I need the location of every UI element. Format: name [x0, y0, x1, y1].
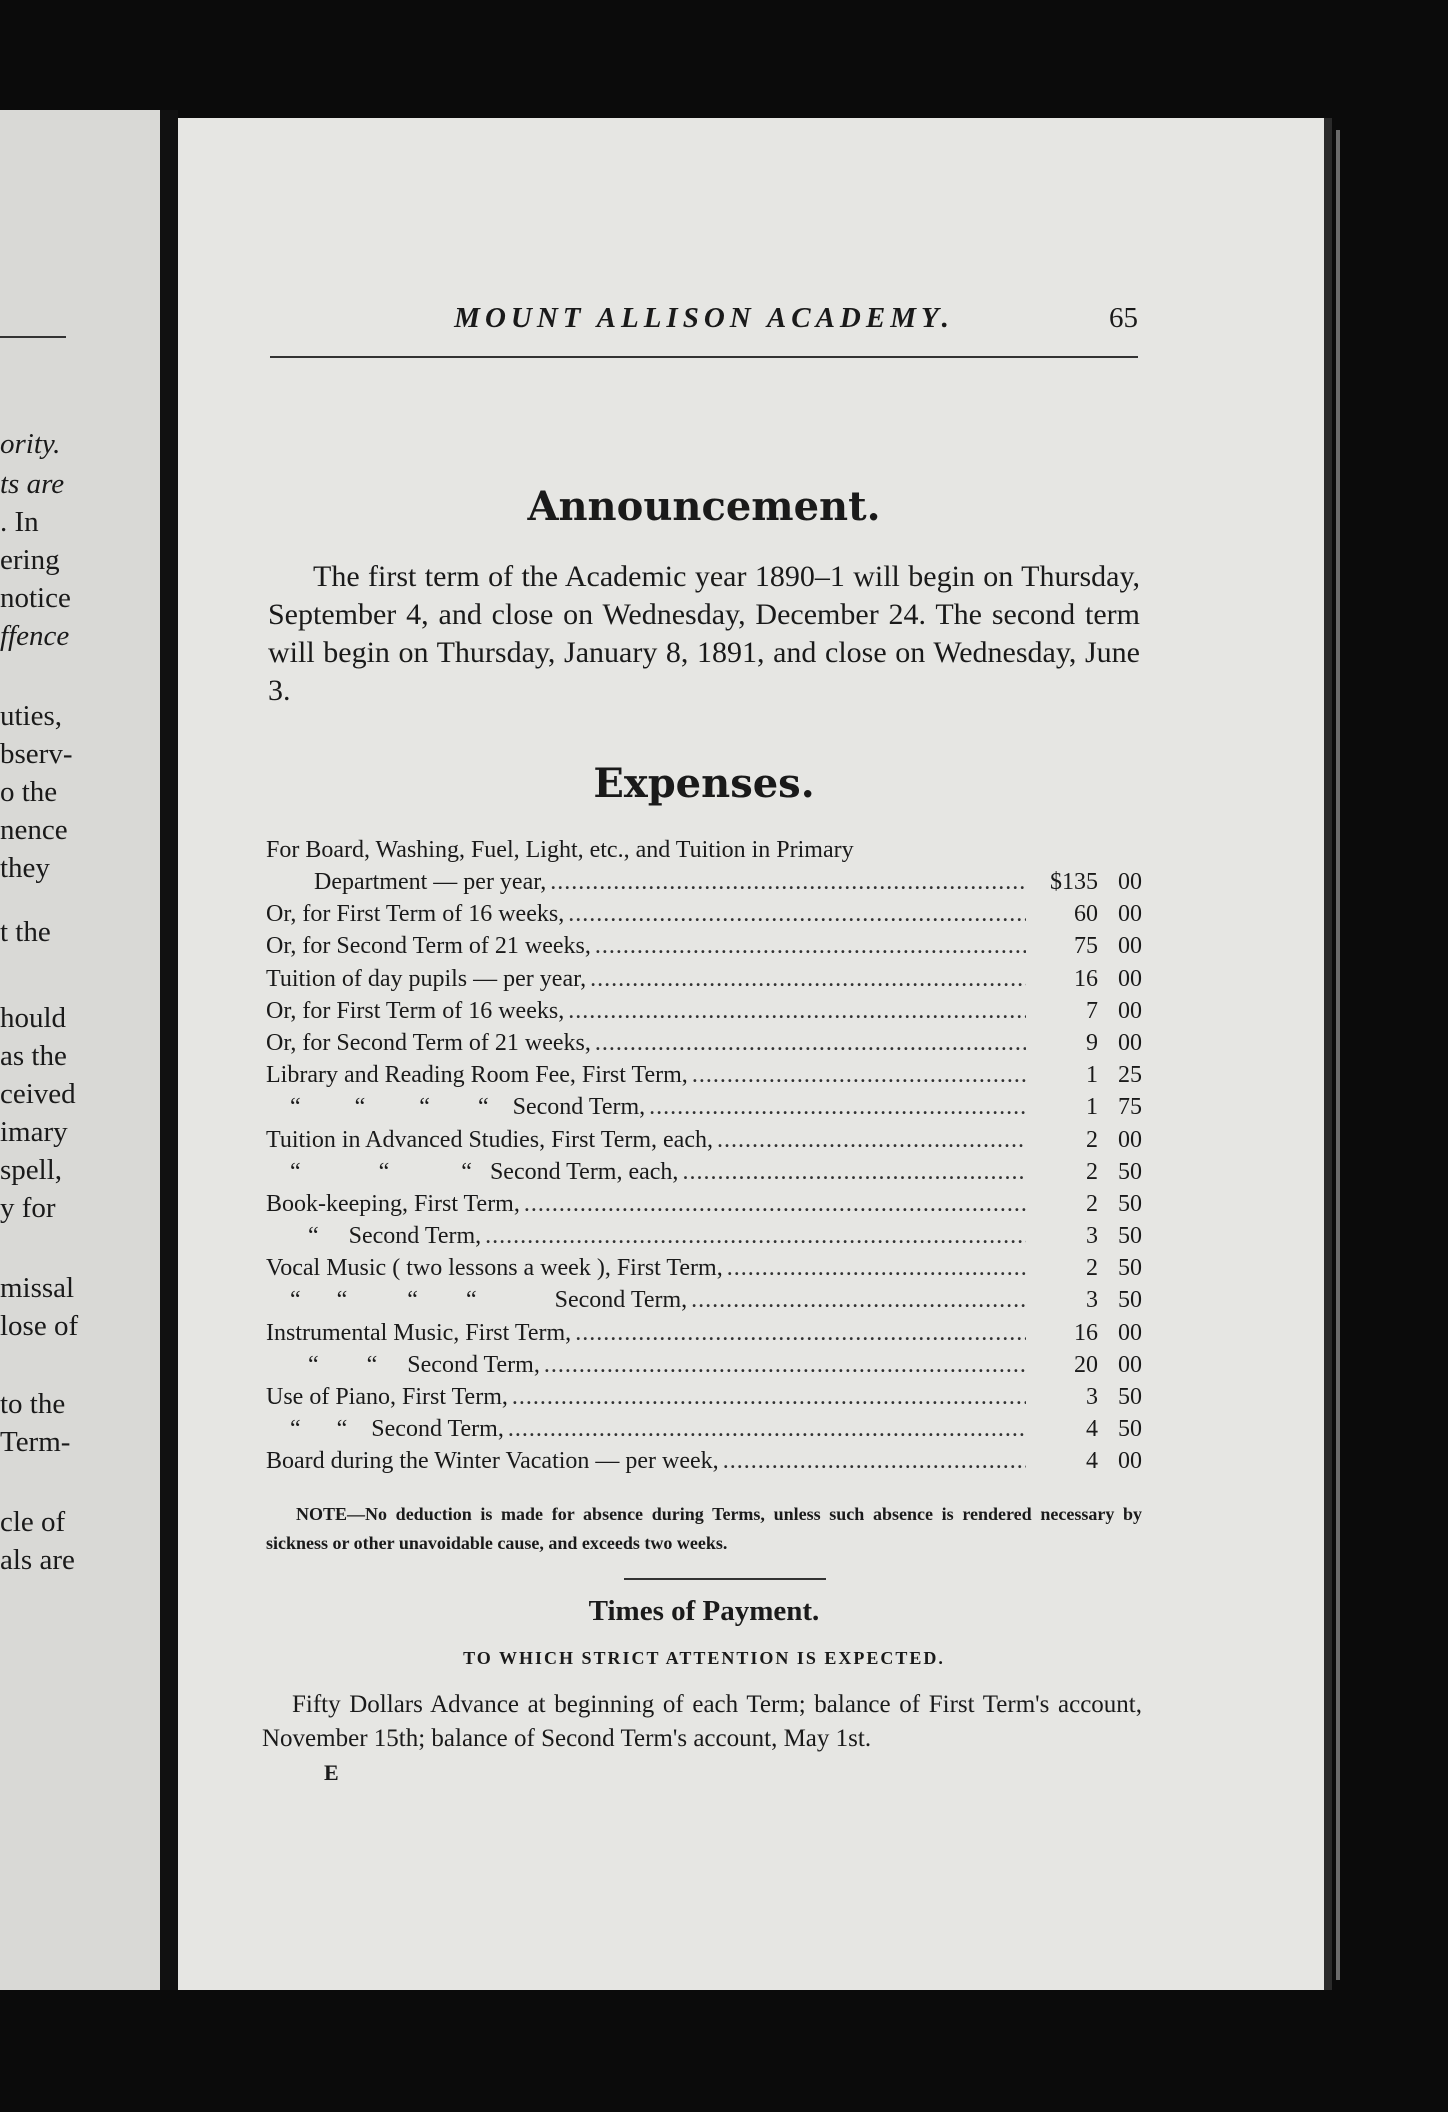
expense-dollars: 7 — [1086, 997, 1098, 1024]
dot-leader — [595, 1027, 1026, 1059]
dot-leader — [682, 1156, 1026, 1188]
expense-dollars: 1 — [1086, 1094, 1098, 1121]
facing-page-text: uties, — [0, 700, 63, 732]
expense-row — [266, 1027, 1142, 1059]
expenses-heading: Expenses. — [593, 760, 815, 807]
expense-cents: 50 — [1118, 1223, 1142, 1250]
running-title: MOUNT ALLISON ACADEMY. — [454, 302, 954, 334]
expense-label: Department — per year, — [266, 869, 547, 895]
expense-label: Or, for First Term of 16 weeks, — [266, 997, 565, 1024]
expense-cents: 00 — [1118, 1126, 1142, 1153]
dot-leader — [727, 1252, 1026, 1284]
facing-page-text: ority. — [0, 428, 61, 460]
expense-row — [266, 1317, 1142, 1349]
payment-heading: Times of Payment. — [588, 1595, 820, 1627]
expense-label: Or, for Second Term of 21 weeks, — [266, 1029, 591, 1056]
facing-page-text: imary — [0, 1116, 68, 1148]
dot-leader — [717, 1124, 1026, 1156]
page-edge-inner — [1336, 130, 1340, 1980]
expense-label: Board during the Winter Vacation — per week, — [266, 1448, 719, 1475]
dot-leader — [550, 866, 1026, 898]
expense-row — [266, 963, 1142, 995]
expense-row — [266, 995, 1142, 1027]
section-rule — [624, 1578, 826, 1580]
expense-row — [266, 1091, 1142, 1123]
expense-cents: 00 — [1118, 965, 1142, 992]
facing-page-text: hould — [0, 1002, 67, 1034]
expense-dollars: 9 — [1086, 1029, 1098, 1056]
expense-label: Use of Piano, First Term, — [266, 1384, 508, 1410]
expense-dollars: 2 — [1086, 1126, 1098, 1153]
expense-row — [266, 1349, 1142, 1381]
expense-row — [266, 1059, 1142, 1091]
expense-row — [266, 930, 1142, 962]
expense-row — [266, 898, 1142, 930]
facing-page-text: Term- — [0, 1426, 71, 1458]
expense-label: Or, for Second Term of 21 weeks, — [266, 933, 591, 960]
facing-page-text: als are — [0, 1544, 75, 1576]
expense-cents: 50 — [1118, 1255, 1142, 1282]
expense-dollars: 75 — [1074, 933, 1098, 960]
expense-row — [266, 1188, 1142, 1220]
expense-cents: 50 — [1118, 1416, 1142, 1443]
expense-label: Book-keeping, First Term, — [266, 1190, 520, 1217]
facing-page-text: ering — [0, 544, 60, 576]
dot-leader — [568, 898, 1026, 930]
expense-cents: 50 — [1118, 1287, 1142, 1314]
expense-cents: 50 — [1118, 1158, 1142, 1185]
expense-dollars: 2 — [1086, 1255, 1098, 1282]
expense-label: “ Second Term, — [266, 1223, 482, 1250]
expense-cents: 25 — [1118, 1062, 1142, 1089]
dot-leader — [568, 995, 1026, 1027]
facing-page-text: . In — [0, 506, 39, 538]
facing-page-text: t the — [0, 916, 51, 948]
announcement-text: The first term of the Academic year 1890–1 will begin on Thursday, September 4, and close on Wednesday, December 24. The second term will begin on Thursday, January 8, 1891, and close on Wednesday, June 3. — [268, 560, 1140, 707]
expense-row — [266, 1381, 1142, 1413]
facing-page-text: y for — [0, 1192, 56, 1224]
expense-label: Vocal Music ( two lessons a week ), First Term, — [266, 1255, 723, 1282]
expense-label: Tuition in Advanced Studies, First Term, each, — [266, 1126, 713, 1153]
dot-leader — [544, 1349, 1026, 1381]
expense-dollars: 3 — [1086, 1384, 1098, 1410]
expenses-table — [266, 834, 1142, 1478]
facing-page-text: bserv- — [0, 738, 73, 770]
facing-page-text: spell, — [0, 1154, 63, 1186]
facing-page-text: lose of — [0, 1310, 79, 1342]
expense-label: “ “ Second Term, — [266, 1416, 504, 1443]
facing-page-text: missal — [0, 1272, 75, 1304]
expense-row — [266, 1413, 1142, 1445]
expense-cents: 00 — [1118, 1029, 1142, 1056]
dot-leader — [692, 1059, 1026, 1091]
expense-cents: 00 — [1118, 997, 1142, 1024]
expense-label: “ “ “ “ Second Term, — [266, 1287, 688, 1314]
payment-subheading: TO WHICH STRICT ATTENTION IS EXPECTED. — [463, 1648, 945, 1668]
dot-leader — [512, 1381, 1026, 1413]
facing-page-text: they — [0, 852, 50, 884]
expense-dollars: 4 — [1086, 1448, 1098, 1475]
expense-label: Or, for First Term of 16 weeks, — [266, 901, 565, 928]
expense-dollars: $135 — [1050, 869, 1098, 895]
expense-dollars: 1 — [1086, 1062, 1098, 1089]
expense-dollars: 16 — [1074, 1319, 1098, 1346]
dot-leader — [590, 963, 1026, 995]
expense-dollars: 3 — [1086, 1223, 1098, 1250]
announcement-heading: Announcement. — [527, 483, 881, 530]
payment-text: Fifty Dollars Advance at beginning of each Term; balance of First Term's account, November 15th; balance of Second Term's account, May 1st. — [262, 1691, 1142, 1752]
facing-page-text: o the — [0, 776, 58, 808]
page-number: 65 — [1109, 302, 1138, 334]
expense-cents: 00 — [1118, 869, 1142, 895]
dot-leader — [524, 1188, 1026, 1220]
facing-page-text: as the — [0, 1040, 67, 1072]
expense-cents: 00 — [1118, 1448, 1142, 1475]
expense-label: “ “ “ Second Term, each, — [266, 1158, 679, 1185]
facing-page-rule — [0, 336, 66, 338]
expense-row — [266, 1156, 1142, 1188]
dot-leader — [595, 930, 1026, 962]
expense-cents: 50 — [1118, 1190, 1142, 1217]
facing-page-text: ceived — [0, 1078, 76, 1110]
facing-page-text: cle of — [0, 1506, 66, 1538]
dot-leader — [508, 1413, 1026, 1445]
facing-page-text: nence — [0, 814, 68, 846]
facing-page-text: to the — [0, 1388, 66, 1420]
running-header — [270, 0, 1138, 400]
expense-cents: 75 — [1118, 1094, 1142, 1121]
dot-leader — [723, 1445, 1026, 1477]
expense-label: “ “ “ “ Second Term, — [266, 1094, 646, 1121]
dot-leader — [649, 1091, 1026, 1123]
expense-dollars: 2 — [1086, 1190, 1098, 1217]
expense-dollars: 20 — [1074, 1351, 1098, 1378]
facing-page-text: ts are — [0, 468, 65, 500]
expense-row — [266, 1220, 1142, 1252]
dot-leader — [691, 1284, 1026, 1316]
expense-dollars: 3 — [1086, 1287, 1098, 1314]
facing-page-fragment — [0, 110, 160, 1990]
expenses-intro: For Board, Washing, Fuel, Light, etc., and Tuition in Primary — [266, 837, 854, 863]
expense-label: Instrumental Music, First Term, — [266, 1319, 572, 1346]
expense-row — [266, 1124, 1142, 1156]
dot-leader — [575, 1317, 1026, 1349]
page-edge — [1324, 118, 1332, 1990]
book-gutter — [160, 110, 178, 1990]
expense-row — [266, 1252, 1142, 1284]
expense-dollars: 4 — [1086, 1416, 1098, 1443]
expense-cents: 00 — [1118, 901, 1142, 928]
expense-row — [266, 866, 1142, 898]
dot-leader — [485, 1220, 1026, 1252]
expense-cents: 50 — [1118, 1384, 1142, 1410]
facing-page-text: notice — [0, 582, 71, 614]
header-rule — [270, 356, 1138, 358]
expense-cents: 00 — [1118, 933, 1142, 960]
expenses-note: NOTE—No deduction is made for absence during Terms, unless such absence is rendered necessary by sickness or other unavoidable cause, and exceeds two weeks. — [266, 1504, 1142, 1553]
expense-cents: 00 — [1118, 1351, 1142, 1378]
expense-row — [266, 1445, 1142, 1477]
expense-dollars: 60 — [1074, 901, 1098, 928]
expense-rows — [266, 866, 1142, 1478]
signature-mark: E — [324, 1760, 339, 1785]
expense-label: “ “ Second Term, — [266, 1351, 540, 1378]
expense-dollars: 16 — [1074, 965, 1098, 992]
expense-label: Tuition of day pupils — per year, — [266, 965, 587, 992]
expense-dollars: 2 — [1086, 1158, 1098, 1185]
expense-row — [266, 1284, 1142, 1316]
facing-page-text: ffence — [0, 620, 70, 652]
expense-label: Library and Reading Room Fee, First Term, — [266, 1062, 688, 1089]
expense-cents: 00 — [1118, 1319, 1142, 1346]
